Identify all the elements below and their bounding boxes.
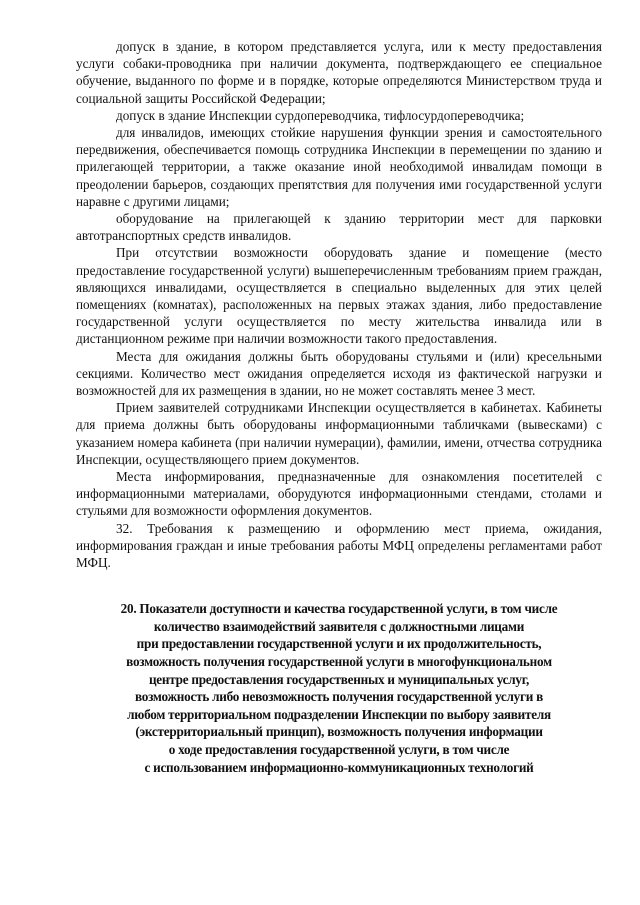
heading-line: любом территориальном подразделении Инспекции по выбору заявителя <box>127 706 551 722</box>
heading-line: центре предоставления государственных и муниципальных услуг, <box>148 671 530 687</box>
heading-line: 20. Показатели доступности и качества государственной услуги, в том числе <box>120 601 558 617</box>
heading-line: количество взаимодействий заявителя с должностными лицами <box>153 618 525 634</box>
paragraph-sign-interpreter: допуск в здание Инспекции сурдопереводчика, тифлосурдопереводчика; <box>116 107 525 123</box>
paragraph-alternative-reception: При отсутствии возможности оборудовать здание и помещение (место предоставление государственной услуги) вышеперечисленным требованиям прием граждан, являющихся инвалидами, осуществляется в специально выделенных для этих целей помещениях (комнатах), расположенных на первых этажах здания, либо предоставление государственной услуги осуществляется по месту жительства инвалида или в дистанционном режиме при наличии возможности такого предоставления. <box>76 245 602 347</box>
paragraph-mfc-requirements: 32. Требования к размещению и оформлению мест приема, ожидания, информирования граждан и иные требования работы МФЦ определены регламентами работ МФЦ. <box>76 520 602 571</box>
paragraph-information-places: Места информирования, предназначенные для ознакомления посетителей с информационными материалами, оборудуются информационными стендами, столами и стульями для возможности оформления документов. <box>76 469 602 519</box>
heading-line: (экстерриториальный принцип), возможность получения информации <box>135 724 543 740</box>
heading-line: возможность либо невозможность получения государственной услуги в <box>134 689 544 705</box>
paragraph-reception-offices: Прием заявителей сотрудниками Инспекции осуществляется в кабинетах. Кабинеты для приема должны быть оборудованы информационными табличками (вывесками) с указанием номера кабинета (при наличии нумерации), фамилии, имени, отчества сотрудника Инспекции, осуществляющего прием документов. <box>76 400 602 467</box>
heading-line: о ходе предоставления государственной услуги, в том числе <box>168 742 510 758</box>
heading-line: возможность получения государственной услуги в многофункциональном <box>126 654 552 670</box>
paragraph-guide-dog: допуск в здание, в котором представляется услуга, или к месту предоставления услуги собаки-проводника при наличии документа, подтверждающего ее специальное обучение, выданного по форме и в порядке, которые определяются Министерством труда и социальной защиты Российской Федерации; <box>76 39 602 106</box>
paragraph-parking: оборудование на прилегающей к зданию территории мест для парковки автотранспортных средств инвалидов. <box>76 211 602 244</box>
section-heading <box>76 600 602 776</box>
heading-line: при предоставлении государственной услуги и их продолжительность, <box>136 636 542 652</box>
paragraph-waiting-places: Места для ожидания должны быть оборудованы стульями и (или) кресельными секциями. Количество мест ожидания определяется исходя из фактической нагрузки и возможностей для их размещения в здании, но не может составлять менее 3 мест. <box>76 348 602 399</box>
heading-line: с использованием информационно-коммуникационных технологий <box>144 759 534 775</box>
paragraph-vision-assistance: для инвалидов, имеющих стойкие нарушения функции зрения и самостоятельного передвижения, обеспечивается помощь сотрудника Инспекции в перемещении по зданию и прилегающей территории, а также оказание иной необходимой инвалидам помощи в преодолении барьеров, создающих препятствия для получения ими государственной услуги наравне с другими лицами; <box>76 125 602 209</box>
